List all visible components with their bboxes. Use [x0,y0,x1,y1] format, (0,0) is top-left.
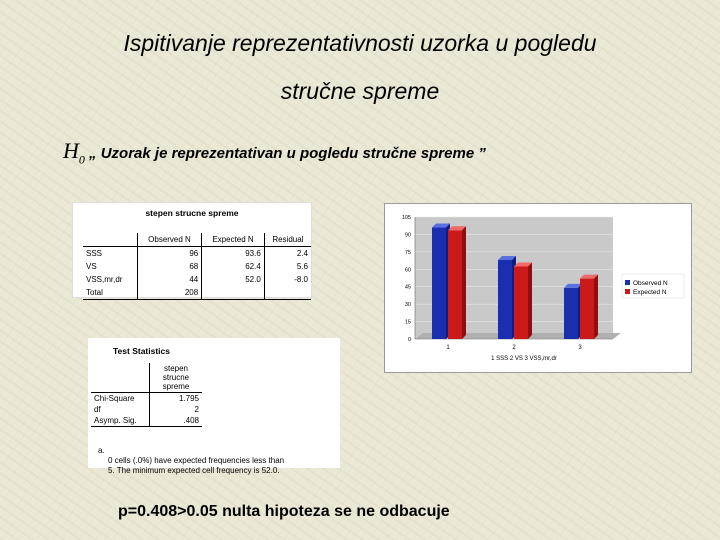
freq-cell: 5.6 [296,262,308,271]
test-statistics-table [88,338,340,475]
x-tick-label: 1 [446,345,450,351]
freq-cell: 68 [137,260,201,273]
bar-observed [564,288,578,339]
freq-header-cell: Residual [264,233,311,247]
frequency-table-grid [83,233,311,300]
freq-row-label: VSS,mr,dr [83,273,137,286]
bar-chart [384,203,692,373]
test-row-label: Asymp. Sig. [91,415,150,427]
test-row-value: .408 [150,415,203,427]
bar-expected [448,230,462,339]
freq-cell: 93.6 [202,247,265,261]
legend-swatch-observed [625,280,630,285]
y-tick-label: 30 [404,302,411,309]
legend-swatch-expected [625,289,630,294]
bar-side [462,226,466,339]
freq-header-cell [83,233,137,247]
bar-observed [432,227,446,339]
y-tick-label: 45 [404,284,411,291]
freq-cell: 96 [137,247,201,261]
freq-cell: 2.4 [296,249,308,258]
bar-chart-svg [385,204,691,372]
test-row-value: 2 [194,405,199,414]
slide-title-line2: stručne spreme [280,78,440,104]
test-statistics-grid [91,363,202,427]
bar-side [594,275,598,339]
y-tick-label: 75 [404,249,411,256]
y-tick-label: 0 [407,337,411,343]
freq-cell: -8.0 [294,275,308,284]
test-row-label: Chi-Square [91,393,150,405]
y-tick-label: 15 [404,319,411,326]
test-column-header: stepen strucne spreme [150,363,203,393]
test-row-value: 1.795 [178,394,199,403]
hypothesis [63,138,486,167]
test-row-label: df [91,404,150,415]
freq-row-label: SSS [83,247,137,261]
conclusion-text: p=0.408>0.05 nulta hipoteza se ne odbacuje [118,503,450,520]
freq-cell: 52.0 [202,273,265,286]
hypothesis-text: „ Uzorak je reprezentativan u pogledu stručne spreme ” [84,145,486,162]
x-tick-label: 3 [578,345,582,351]
freq-header-cell: Expected N [202,233,265,247]
freq-row-label: Total [83,286,137,300]
freq-header-cell: Observed N [137,233,201,247]
frequency-table [72,202,312,298]
footnote-line1: 0 cells (.0%) have expected frequencies less than [108,456,285,465]
bar-side [528,262,532,339]
y-tick-label: 60 [404,267,411,274]
slide-title-line1: Ispitivanje reprezentativnosti uzorka u pogledu [123,30,597,56]
footnote-line2: 5. The minimum expected cell frequency is 52.0. [108,466,280,475]
freq-cell: 44 [137,273,201,286]
bar-expected [514,266,528,339]
freq-row-label: VS [83,260,137,273]
bar-expected [580,279,594,339]
test-statistics-caption: Test Statistics [113,346,171,356]
y-tick-label: 90 [404,232,411,239]
legend-label: Observed N [633,280,668,287]
legend-label: Expected N [633,289,667,296]
freq-cell: 208 [137,286,201,300]
hypothesis-symbol: $H_0$ [63,138,85,167]
freq-cell [202,286,265,300]
bar-observed [498,260,512,339]
footnote-marker: a. [98,446,105,455]
freq-cell: 62.4 [202,260,265,273]
y-tick-label: 105 [401,215,411,221]
x-tick-label: 2 [512,345,516,351]
test-footnote [98,446,285,476]
frequency-table-caption: stepen strucne spreme [145,208,239,218]
freq-cell [264,286,311,300]
x-category-note: 1 SSS 2 VS 3 VSS,mr,dr [491,356,557,362]
